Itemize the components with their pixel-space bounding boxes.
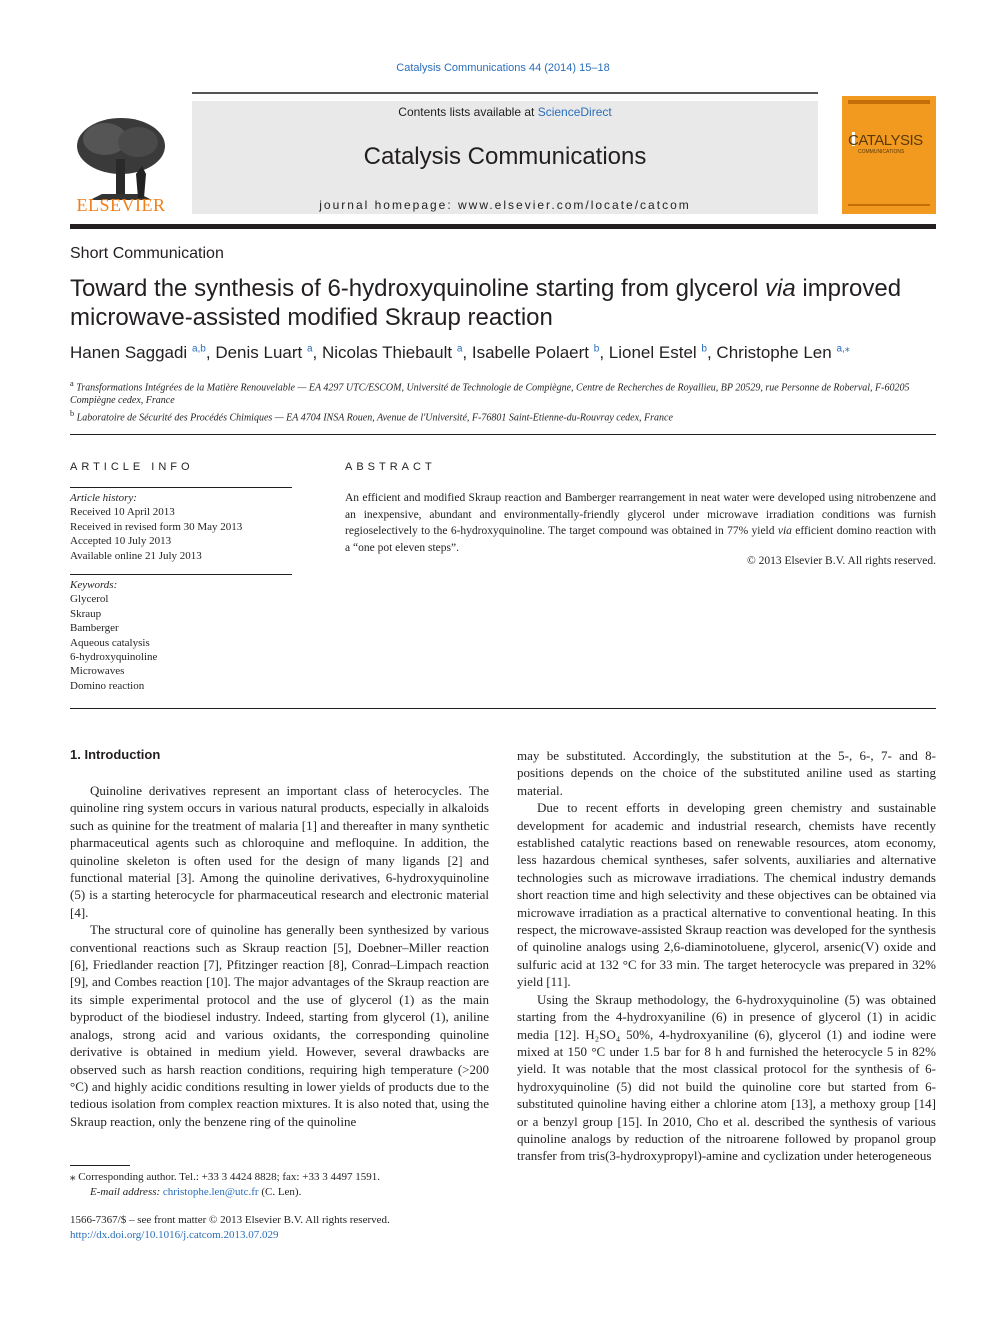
paragraph: Due to recent efforts in developing green chemistry and sustainable development for academic and industrial research, chemists have recently established catalytic reactions based on renewable resources, atom economy, less hazardous chemical syntheses, safer solvents, auxiliaries and alternative technologies such as microwave irradiations. The chemical industry demands short reaction time and high selectivity and these objectives can be obtained via microwave irradiation as a practical alternative to conventional heating. In this respect, the microwave-assisted Skraup reaction was developed for the synthesis of quinoline analogs using 2,6-diaminotoluene, glycerol, arsenic(V) oxide and sulfuric acid at 132 °C for 33 min. The target heterocycle was prepared in 32% yield [11]. bbox=[517, 800, 936, 990]
keyword: 6-hydroxyquinoline bbox=[70, 651, 158, 664]
affiliation-text: Transformations Intégrées de la Matière Renouvelable — EA 4297 UTC/ESCOM, Université de Technologie de Compiègne, Centre de Recherches de Royallieu, BP 20529, rue Personne de Roberval, F-60205 Compiègne cedex, France bbox=[70, 382, 910, 407]
journal-title: Catalysis Communications bbox=[363, 143, 647, 170]
journal-citation[interactable]: Catalysis Communications 44 (2014) 15–18 bbox=[396, 62, 610, 74]
article-info-rule bbox=[70, 487, 292, 488]
history-item: Received 10 April 2013 bbox=[70, 506, 175, 519]
footnote-author: ⁎ Corresponding author. Tel.: +33 3 4424 8828; fax: +33 3 4497 1591. bbox=[70, 1171, 380, 1183]
body-divider bbox=[70, 708, 936, 709]
affiliation-label: b bbox=[70, 409, 75, 418]
abstract-text bbox=[345, 490, 936, 556]
abstract-part-1: An efficient and modified Skraup reaction and Bamberger rearrangement in neat water were developed using nitrobenzene and an inexpensive, abundant and environmentally-friendly glycerol under microwave irradiation conditions was furnish regioselectively to the 6-hydroxyquinoline. The target compound was obtained in 77% yield bbox=[345, 492, 936, 537]
bottom-info bbox=[70, 1213, 390, 1243]
author-name[interactable]: Hanen Saggadi bbox=[70, 343, 188, 362]
affiliation-text: Laboratoire de Sécurité des Procédés Chimiques — EA 4704 INSA Rouen, Avenue de l'Université, F-76801 Saint-Etienne-du-Rouvray cedex, France bbox=[76, 412, 673, 424]
article-title bbox=[70, 274, 936, 332]
keywords-list bbox=[70, 578, 292, 693]
body-column-right bbox=[517, 747, 936, 1205]
sciencedirect-link[interactable]: ScienceDirect bbox=[537, 105, 612, 119]
title-part-1: Toward the synthesis of 6-hydroxyquinoline starting from glycerol bbox=[70, 275, 765, 302]
author-affiliation-mark[interactable]: a bbox=[456, 343, 463, 355]
article-type: Short Communication bbox=[70, 245, 224, 262]
header-top-rule bbox=[192, 92, 818, 94]
paragraph: may be substituted. Accordingly, the substitution at the 5-, 6-, 7- and 8- positions depends on the choice of the substituted aniline used as starting material. bbox=[517, 748, 936, 798]
abstract-heading: ABSTRACT bbox=[345, 461, 436, 473]
keyword: Skraup bbox=[70, 607, 102, 620]
author-affiliation-mark[interactable]: b bbox=[593, 343, 600, 355]
keyword: Microwaves bbox=[70, 665, 125, 678]
keyword: Bamberger bbox=[70, 622, 119, 635]
cover-title: CATALYSIS bbox=[848, 132, 923, 149]
keyword: Domino reaction bbox=[70, 679, 145, 692]
author-name[interactable]: Isabelle Polaert bbox=[471, 343, 590, 362]
history-item: Received in revised form 30 May 2013 bbox=[70, 520, 243, 533]
email-link[interactable]: christophe.len@utc.fr bbox=[162, 1186, 259, 1198]
section-divider bbox=[70, 434, 936, 435]
author-affiliation-mark[interactable]: a,b bbox=[191, 343, 206, 355]
affiliation-label: a bbox=[70, 379, 74, 388]
title-part-2: improved microwave-assisted modified Skraup reaction bbox=[70, 275, 902, 331]
abstract-copyright: © 2013 Elsevier B.V. All rights reserved. bbox=[747, 555, 936, 567]
issn-line: 1566-7367/$ – see front matter © 2013 Elsevier B.V. All rights reserved. bbox=[70, 1214, 390, 1226]
doi-link[interactable]: http://dx.doi.org/10.1016/j.catcom.2013.07.029 bbox=[70, 1229, 279, 1241]
author-affiliation-mark[interactable]: a bbox=[306, 343, 313, 355]
paragraph: Quinoline derivatives represent an important class of heterocycles. The quinoline ring system occurs in various natural products, especially in alkaloids such as quinine for the treatment of malaria [1] and thereafter in many synthetic pharmaceutical agents such as chloroquine and mefloquine. In addition, the quinoline skeleton is often used for the design of many ligands [2] and functional material [3]. Among the quinoline derivatives, 6-hydroxyquinoline (5) is a starting heterocycle for pharmaceutical research and electronic material [4]. bbox=[70, 783, 489, 920]
body-column-left bbox=[70, 782, 489, 1150]
title-italic: via bbox=[765, 275, 796, 302]
history-item: Available online 21 July 2013 bbox=[70, 549, 202, 562]
abstract-part-2: efficient domino reaction with a “one pot eleven steps”. bbox=[345, 525, 936, 554]
corresponding-author-footnote bbox=[70, 1170, 490, 1200]
cover-subtitle: COMMUNICATIONS bbox=[858, 149, 905, 155]
author-affiliation-mark[interactable]: a,⁎ bbox=[836, 343, 850, 355]
article-history bbox=[70, 491, 292, 563]
contents-prefix: Contents lists available at bbox=[398, 105, 538, 119]
journal-cover-image bbox=[842, 96, 936, 214]
author-name[interactable]: Christophe Len bbox=[716, 343, 832, 362]
affiliation-a bbox=[70, 377, 936, 407]
author-name[interactable]: Nicolas Thiebault bbox=[322, 343, 453, 362]
paragraph: Using the Skraup methodology, the 6-hydroxyquinoline (5) was obtained starting from the 4-hydroxyaniline (6) in presence of glycerol (1) in acidic media [12]. H₂SO₄ 50%, 4-hydroxyaniline (6), glycerol (1) and iodine were mixed at 150 °C under 1.5 bar for 8 h and furnished the heterocycle 5 in 82% yield. It was notable that the most classical protocol for the synthesis of 6-hydroxyquinoline (5) did not build the quinoline core but started from 6-substituted quinoline having either a chlorine atom [13], a methoxy group [14] or a benzyl group [15]. In 2010, Cho et al. described the synthesis of various quinoline analogs by reduction of the nitroarene followed by propanol group transfer from tris(3-hydroxypropyl)-amine and cyclization under heterogeneous bbox=[517, 991, 936, 1164]
email-suffix: (C. Len). bbox=[258, 1186, 302, 1198]
footnote-rule bbox=[70, 1165, 130, 1166]
paragraph: The structural core of quinoline has generally been synthesized by various conventional reactions such as Skraup reaction [5], Doebner–Miller reaction [6], Friedlander reaction [7], Pfitzinger reaction [8], Conrad–Limpach reaction [9], and Combes reaction [10]. The major advantages of the Skraup reaction are its simple experimental protocol and the use of glycerol (1) as the main byproduct of the biodiesel industry. Indeed, starting from glycerol (1), aniline analogs, strong acid and various oxidants, the corresponding quinoline derivative is obtained in medium yield. However, several drawbacks are observed such as harsh reaction conditions, requiring high temperature (>200 °C) and highly acidic conditions resulting in lower yields of products due to the tedious isolation from complex reaction mixtures. It is also noted that, using the Skraup reaction, only the benzene ring of the quinoline bbox=[70, 922, 489, 1129]
affiliation-b bbox=[70, 407, 936, 424]
article-info-heading: ARTICLE INFO bbox=[70, 461, 194, 473]
author-name[interactable]: Lionel Estel bbox=[608, 343, 697, 362]
elsevier-wordmark: ELSEVIER bbox=[76, 195, 166, 215]
keyword: Aqueous catalysis bbox=[70, 636, 150, 649]
header-divider bbox=[70, 224, 936, 229]
section-heading-introduction: 1. Introduction bbox=[70, 747, 161, 762]
author-list: Hanen Saggadi $^{a,b}$, Denis Luart $^a$, Nicolas Thiebault $^a$, Isabelle Polaert $^b$, Lionel Estel $^b$, Christophe Len $^{a,⁎}$ bbox=[70, 343, 850, 362]
keywords-rule bbox=[70, 574, 292, 575]
keyword: Glycerol bbox=[70, 593, 109, 606]
email-label: E-mail address: bbox=[90, 1186, 163, 1198]
history-label: Article history: bbox=[70, 492, 137, 504]
history-item: Accepted 10 July 2013 bbox=[70, 535, 172, 548]
author-name[interactable]: Denis Luart bbox=[215, 343, 303, 362]
abstract-italic: via bbox=[777, 525, 792, 537]
author-affiliation-mark[interactable]: b bbox=[701, 343, 707, 355]
journal-homepage[interactable]: journal homepage: www.elsevier.com/locate/catcom bbox=[319, 198, 691, 212]
keywords-label: Keywords: bbox=[70, 579, 118, 591]
contents-line bbox=[192, 105, 818, 119]
